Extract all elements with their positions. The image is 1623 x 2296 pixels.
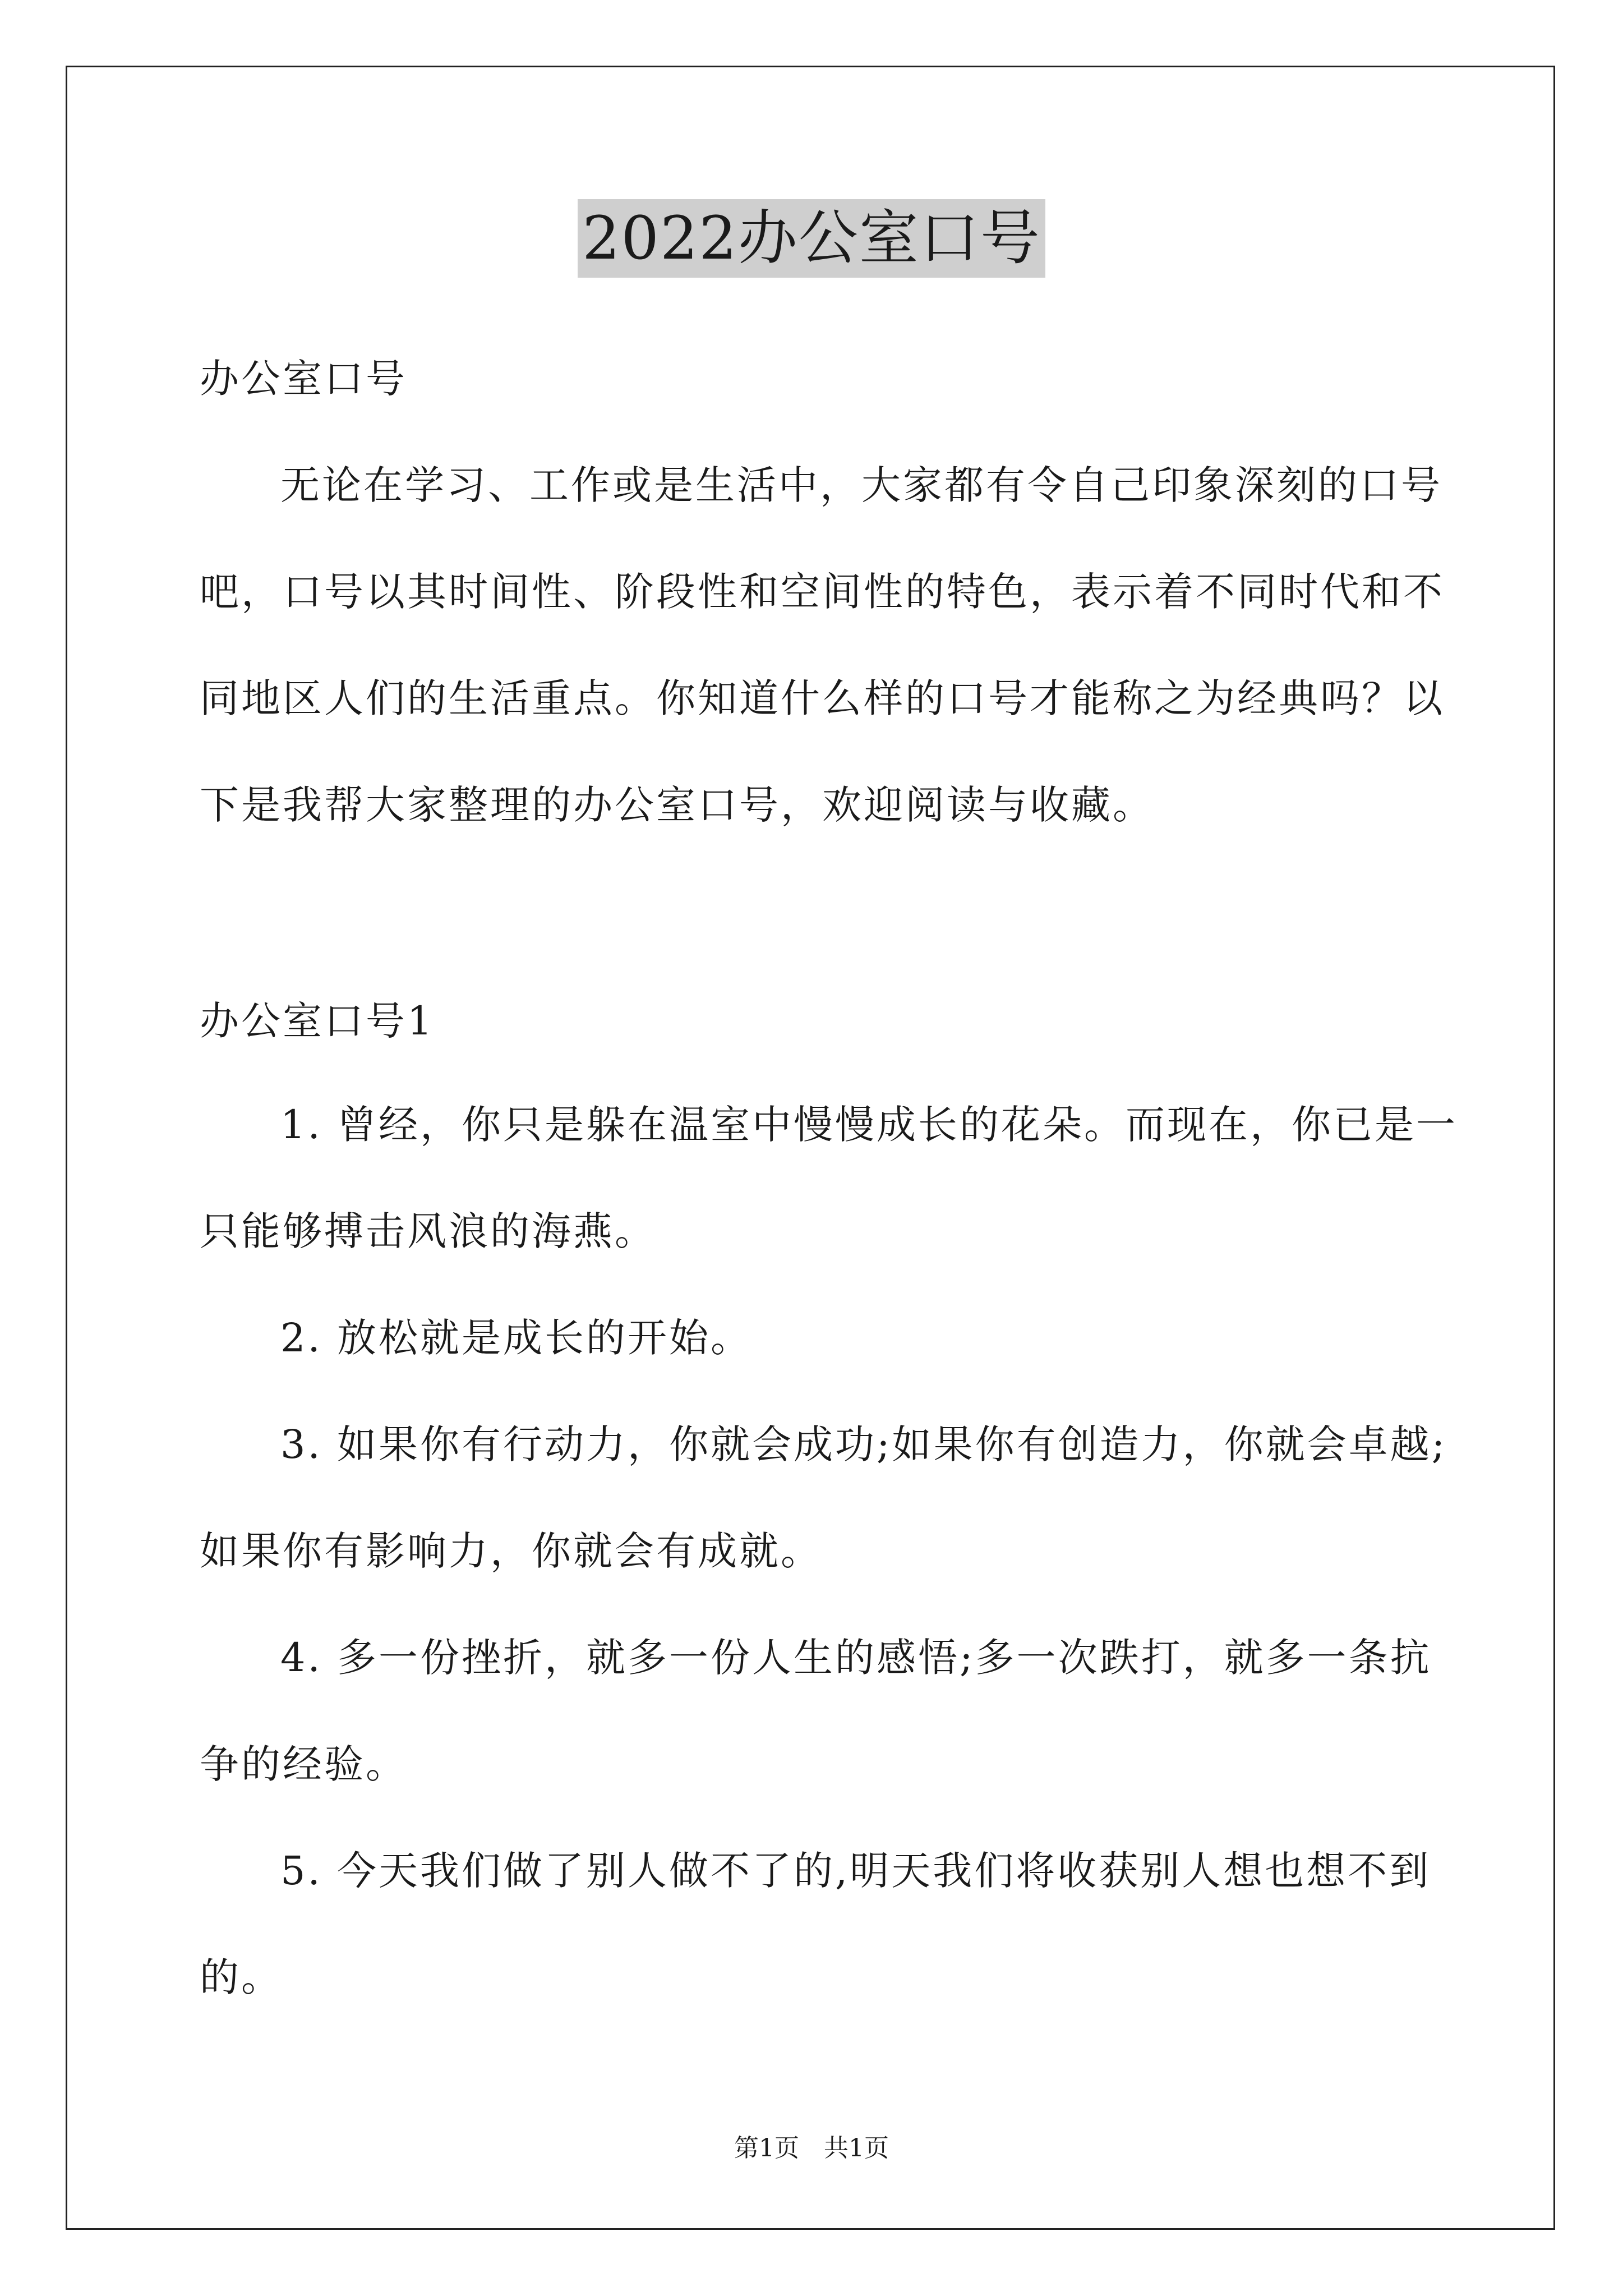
intro-line-2: 吧，口号以其时间性、阶段性和空间性的特色，表示着不同时代和不 <box>200 569 1445 615</box>
page-number-footer: 第1页 共1页 <box>734 2134 889 2162</box>
intro-line-1: 无论在学习、工作或是生活中，大家都有令自己印象深刻的口号 <box>280 462 1442 508</box>
section-heading-1: 办公室口号1 <box>200 998 435 1044</box>
slogan-2-line-1: 2. 放松就是成长的开始。 <box>280 1315 753 1361</box>
slogan-3-line-1: 3. 如果你有行动力，你就会成功;如果你有创造力，你就会卓越; <box>280 1421 1447 1467</box>
intro-line-4: 下是我帮大家整理的办公室口号，欢迎阅读与收藏。 <box>200 782 1154 828</box>
document-title-text: 2022办公室口号 <box>578 199 1045 278</box>
document-title <box>0 199 1623 278</box>
slogan-4-line-1: 4. 多一份挫折，就多一份人生的感悟;多一次跌打，就多一条抗 <box>280 1635 1432 1681</box>
intro-line-3: 同地区人们的生活重点。你知道什么样的口号才能称之为经典吗？以 <box>200 675 1445 721</box>
slogan-3-line-2: 如果你有影响力，你就会有成就。 <box>200 1528 822 1574</box>
section-heading: 办公室口号 <box>200 356 407 402</box>
slogan-1-line-2: 只能够搏击风浪的海燕。 <box>200 1208 656 1254</box>
slogan-1-line-1: 1. 曾经，你只是躲在温室中慢慢成长的花朵。而现在，你已是一 <box>280 1102 1458 1148</box>
slogan-4-line-2: 争的经验。 <box>200 1741 407 1787</box>
slogan-5-line-1: 5. 今天我们做了别人做不了的,明天我们将收获别人想也想不到 <box>280 1848 1431 1894</box>
slogan-5-line-2: 的。 <box>200 1954 283 2000</box>
